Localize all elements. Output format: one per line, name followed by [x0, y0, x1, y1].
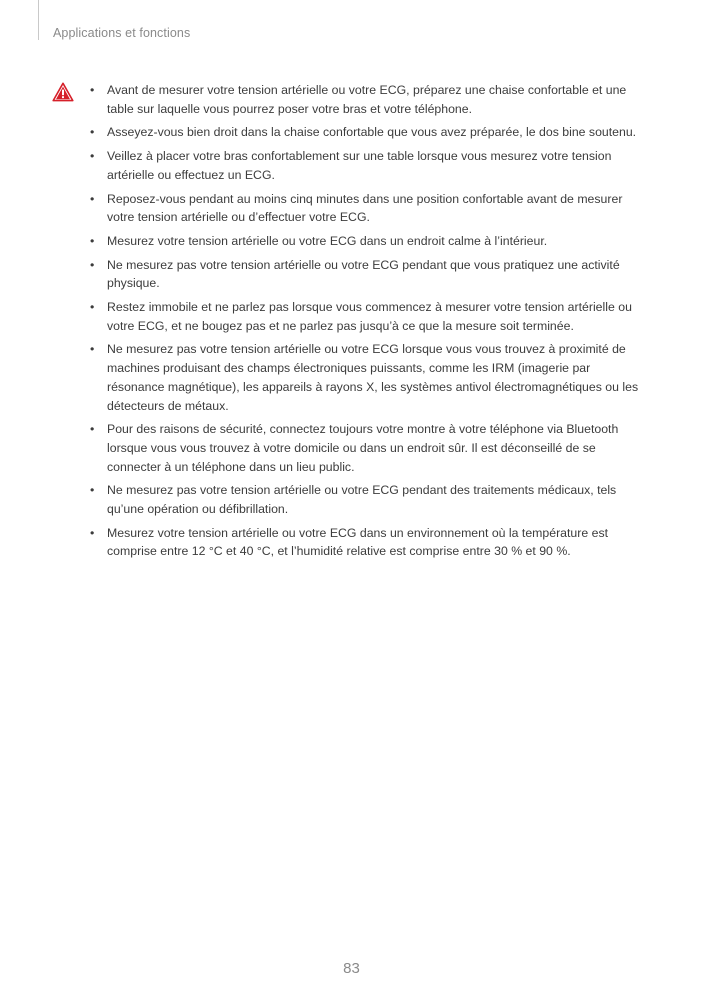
bullet-icon: • — [90, 125, 95, 140]
safety-bullet-list — [90, 81, 650, 566]
list-item-text: Asseyez-vous bien droit dans la chaise confortable que vous avez préparée, le dos bine soutenu. — [107, 125, 637, 140]
bullet-icon: • — [90, 483, 95, 498]
list-item — [90, 340, 650, 415]
list-item-text: Ne mesurez pas votre tension artérielle ou votre ECG lorsque vous vous trouvez à proximité de machines produisant des champs électroniques puissants, comme les IRM (imagerie par résonance magnétique), les appareils à rayons X, les systèmes antivol électromagnétiques ou les détecteurs de métaux. — [107, 342, 639, 413]
list-item — [90, 524, 650, 561]
warning-triangle-icon — [52, 82, 74, 102]
list-item-text: Ne mesurez pas votre tension artérielle ou votre ECG pendant que vous pratiquez une activité physique. — [107, 257, 620, 291]
list-item — [90, 298, 650, 335]
list-item-text: Avant de mesurer votre tension artérielle ou votre ECG, préparez une chaise confortable et une table sur laquelle vous pourrez poser votre bras et votre téléphone. — [107, 83, 627, 116]
list-item-text: Reposez-vous pendant au moins cinq minutes dans une position confortable avant de mesurer votre tension artérielle ou d’effectuer votre ECG. — [107, 191, 623, 225]
list-item — [90, 123, 650, 142]
list-item-text: Restez immobile et ne parlez pas lorsque vous commencez à mesurer votre tension artérielle ou votre ECG, et ne bougez pas et ne parlez pas jusqu’à ce que la mesure soit terminée. — [107, 300, 632, 333]
bullet-icon: • — [90, 525, 95, 540]
bullet-icon: • — [90, 300, 95, 315]
list-item-text: Pour des raisons de sécurité, connectez toujours votre montre à votre téléphone via Bluetooth lorsque vous vous trouvez à votre domicile ou dans un endroit sûr. Il est déconseillé de se connecter à un téléphone dans un lieu public. — [107, 422, 619, 474]
page-number: 83 — [343, 960, 360, 977]
bullet-icon: • — [90, 83, 95, 97]
bullet-icon: • — [90, 191, 95, 206]
list-item — [90, 190, 650, 227]
list-item — [90, 256, 650, 293]
list-item — [90, 81, 650, 118]
list-item — [90, 420, 650, 476]
list-item-text: Veillez à placer votre bras confortablement sur une table lorsque vous mesurez votre tension artérielle ou effectuez un ECG. — [107, 149, 612, 182]
list-item — [90, 481, 650, 518]
list-item-text: Mesurez votre tension artérielle ou votre ECG dans un endroit calme à l’intérieur. — [107, 233, 548, 248]
bullet-icon: • — [90, 257, 95, 272]
bullet-icon: • — [90, 422, 95, 437]
bullet-icon: • — [90, 233, 95, 248]
list-item — [90, 232, 650, 251]
list-item-text: Ne mesurez pas votre tension artérielle ou votre ECG pendant des traitements médicaux, tels qu’une opération ou défibrillation. — [107, 483, 617, 517]
bullet-icon: • — [90, 149, 95, 164]
list-item — [90, 147, 650, 184]
bullet-icon: • — [90, 342, 95, 357]
list-item-text: Mesurez votre tension artérielle ou votre ECG dans un environnement où la température est comprise entre 12 °C et 40 °C, et l’humidité relative est comprise entre 30 % et 90 %. — [107, 525, 609, 559]
section-title: Applications et fonctions — [53, 26, 191, 40]
header-divider — [38, 0, 39, 40]
